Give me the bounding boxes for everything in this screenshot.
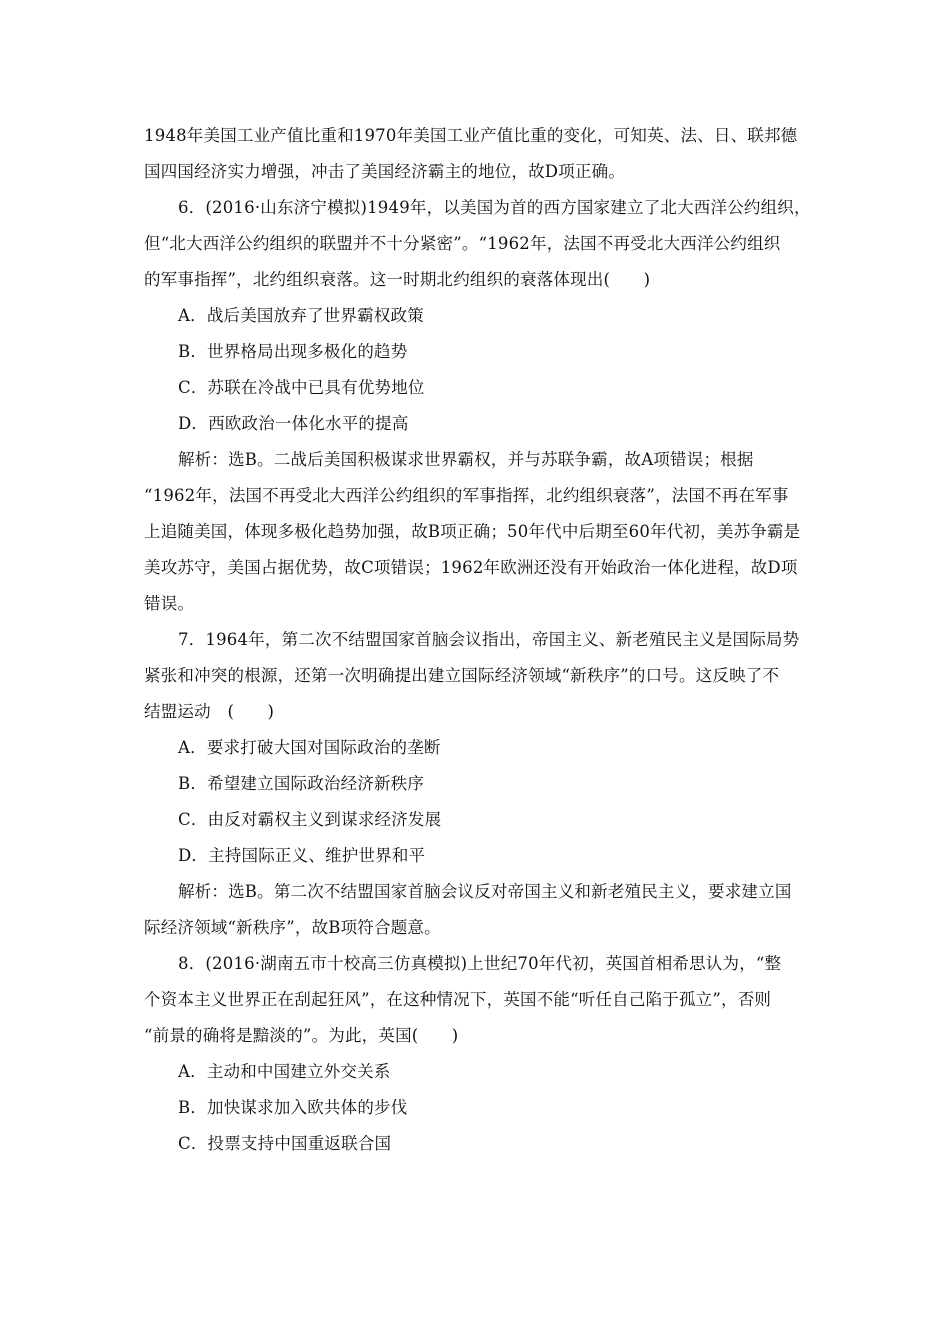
text-line: 上追随美国，体现多极化趋势加强，故B项正确；50年代中后期至60年代初，美苏争霸是: [144, 522, 801, 541]
question-7-option-d: D．主持国际正义、维护世界和平: [178, 846, 426, 865]
text-line: 际经济领域“新秩序”，故B项符合题意。: [144, 918, 441, 937]
text-line: 1948年美国工业产值比重和1970年美国工业产值比重的变化，可知英、法、日、联邦德: [144, 126, 798, 145]
question-6-option-c: C．苏联在冷战中已具有优势地位: [178, 378, 425, 397]
text-line: 错误。: [144, 594, 195, 613]
question-8-option-b: B．加快谋求加入欧共体的步伐: [178, 1098, 408, 1117]
text-line: 的军事指挥”，北约组织衰落。这一时期北约组织的衰落体现出( ): [144, 270, 651, 289]
question-7-option-a: A．要求打破大国对国际政治的垄断: [178, 738, 441, 757]
question-8-option-c: C．投票支持中国重返联合国: [178, 1134, 392, 1153]
text-line: 紧张和冲突的根源，还第一次明确提出建立国际经济领域“新秩序”的口号。这反映了不: [144, 666, 780, 685]
question-6-option-a: A．战后美国放弃了世界霸权政策: [178, 306, 424, 325]
document-page: [144, 118, 812, 1162]
question-6-option-b: B．世界格局出现多极化的趋势: [178, 342, 408, 361]
question-8-stem: 8．(2016·湖南五市十校高三仿真模拟)上世纪70年代初，英国首相希思认为，“整: [178, 954, 782, 973]
question-6-stem: 6．(2016·山东济宁模拟)1949年，以美国为首的西方国家建立了北大西洋公约组织，: [178, 198, 811, 217]
text-line: “前景的确将是黯淡的”。为此，英国( ): [144, 1026, 459, 1045]
question-6-analysis: 解析：选B。二战后美国积极谋求世界霸权，并与苏联争霸，故A项错误；根据: [178, 450, 754, 469]
question-7-analysis: 解析：选B。第二次不结盟国家首脑会议反对帝国主义和新老殖民主义，要求建立国: [178, 882, 792, 901]
question-7-option-c: C．由反对霸权主义到谋求经济发展: [178, 810, 442, 829]
question-7-stem: 7．1964年，第二次不结盟国家首脑会议指出，帝国主义、新老殖民主义是国际局势: [178, 630, 800, 649]
text-line: 但“北大西洋公约组织的联盟并不十分紧密”。“1962年，法国不再受北大西洋公约组织: [144, 234, 781, 253]
question-6-option-d: D．西欧政治一体化水平的提高: [178, 414, 409, 433]
text-line: 结盟运动 ( ): [144, 702, 275, 721]
text-line: 国四国经济实力增强，冲击了美国经济霸主的地位，故D项正确。: [144, 162, 626, 181]
question-8-option-a: A．主动和中国建立外交关系: [178, 1062, 391, 1081]
question-7-option-b: B．希望建立国际政治经济新秩序: [178, 774, 425, 793]
text-line: “1962年，法国不再受北大西洋公约组织的军事指挥，北约组织衰落”，法国不再在军事: [144, 486, 789, 505]
text-line: 美攻苏守，美国占据优势，故C项错误；1962年欧洲还没有开始政治一体化进程，故D项: [144, 558, 798, 577]
text-line: 个资本主义世界正在刮起狂风”，在这种情况下，英国不能“听任自己陷于孤立”，否则: [144, 990, 772, 1009]
